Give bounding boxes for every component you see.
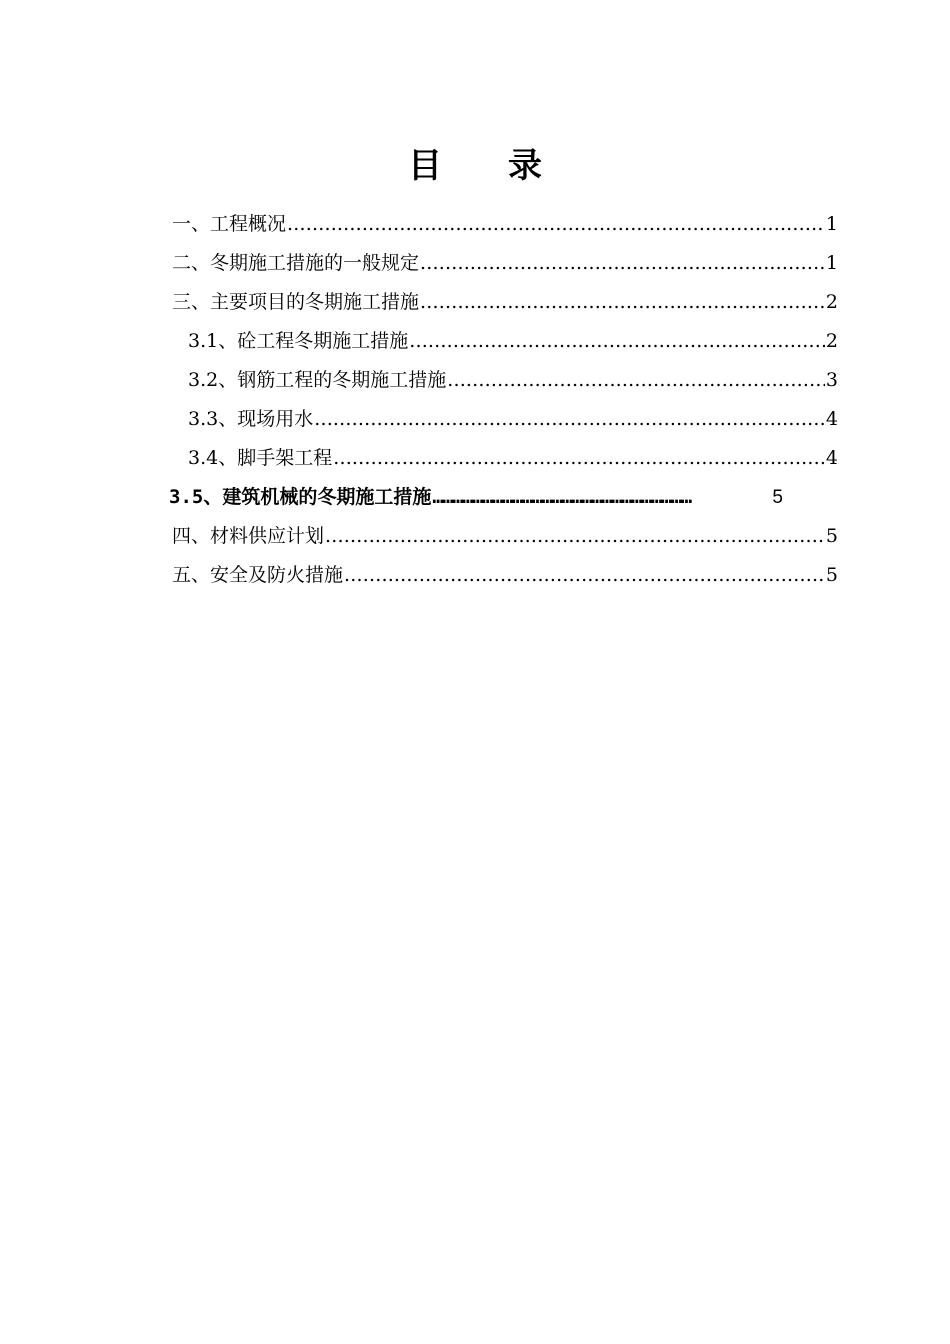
page-title xyxy=(0,142,950,190)
dot-leader xyxy=(325,517,825,556)
dot-leader xyxy=(287,205,825,244)
toc-entry[interactable] xyxy=(172,244,838,283)
toc-entry[interactable] xyxy=(172,283,838,322)
toc-entry-label: 一、工程概况 xyxy=(172,213,287,235)
dot-leader xyxy=(314,400,825,439)
toc-entry-label: 四、材料供应计划 xyxy=(172,525,325,547)
dot-leader xyxy=(447,361,825,400)
table-of-contents xyxy=(169,205,838,595)
title-char-right: 录 xyxy=(508,146,542,186)
toc-subentry[interactable] xyxy=(172,361,838,400)
dot-leader xyxy=(344,556,825,595)
toc-page-number: 4 xyxy=(825,447,838,469)
toc-subentry[interactable] xyxy=(172,439,838,478)
toc-page-number: 4 xyxy=(825,408,838,430)
dot-leader xyxy=(420,283,825,322)
toc-entry-label: 3.2、钢筋工程的冬期施工措施 xyxy=(188,369,447,391)
toc-entry[interactable] xyxy=(172,517,838,556)
toc-entry-label: 3.4、脚手架工程 xyxy=(188,447,333,469)
toc-page-number: 5 xyxy=(825,564,838,586)
toc-page-number: 1 xyxy=(825,213,838,235)
toc-entry-label: 3.5、建筑机械的冬期施工措施 xyxy=(169,486,432,508)
toc-subentry-bold[interactable] xyxy=(169,478,838,517)
dot-leader xyxy=(333,439,825,478)
dot-leader xyxy=(409,322,825,361)
toc-subentry[interactable] xyxy=(172,400,838,439)
dot-leader xyxy=(420,244,825,283)
title-char-left: 目 xyxy=(408,146,442,186)
toc-page-number: 2 xyxy=(825,291,838,313)
toc-page-number: 3 xyxy=(825,369,838,391)
toc-subentry[interactable] xyxy=(172,322,838,361)
toc-entry[interactable] xyxy=(172,205,838,244)
toc-page-number: 2 xyxy=(825,330,838,352)
toc-entry-label: 五、安全及防火措施 xyxy=(172,564,344,586)
toc-entry-label: 二、冬期施工措施的一般规定 xyxy=(172,252,420,274)
toc-page-number: 1 xyxy=(825,252,838,274)
toc-page-number: 5 xyxy=(772,487,783,508)
ellipsis-leader xyxy=(432,478,750,517)
toc-page-number: 5 xyxy=(825,525,838,547)
toc-entry-label: 三、主要项目的冬期施工措施 xyxy=(172,291,420,313)
toc-entry-label: 3.1、砼工程冬期施工措施 xyxy=(188,330,409,352)
toc-entry-label: 3.3、现场用水 xyxy=(188,408,314,430)
toc-entry[interactable] xyxy=(172,556,838,595)
